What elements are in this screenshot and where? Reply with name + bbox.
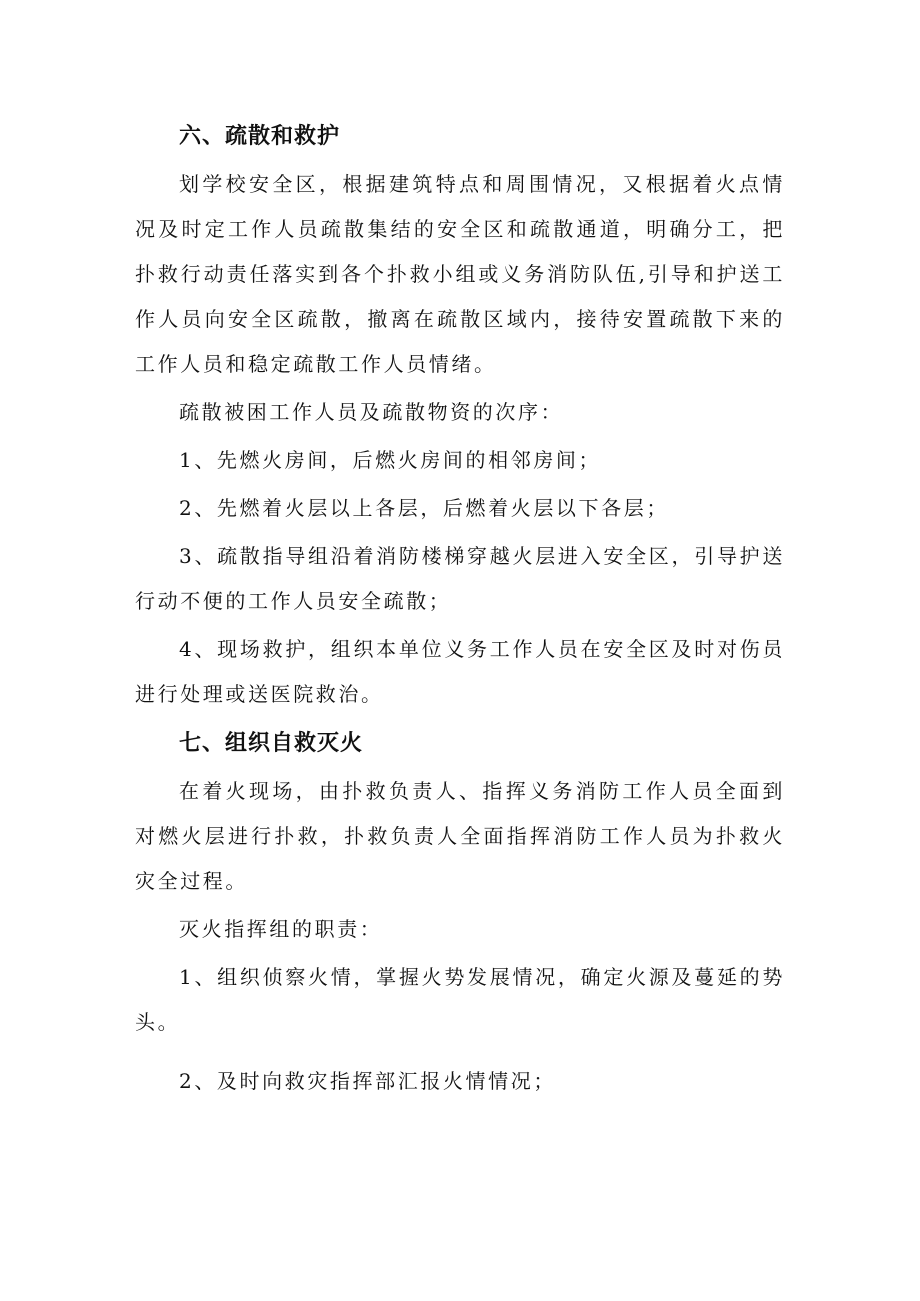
section-6-paragraph-2: 疏散被困工作人员及疏散物资的次序： bbox=[179, 400, 564, 424]
section-7-list-item-2: 2、及时向救灾指挥部汇报火情情况； bbox=[179, 1069, 556, 1093]
section-7-paragraph-2: 灭火指挥组的职责： bbox=[179, 917, 383, 941]
section-7-paragraph-1: 在着火现场，由扑救负责人、指挥义务消防工作人员全面到对燃火层进行扑救，扑救负责人全面指挥消防工作人员为扑救火灾全过程。 bbox=[135, 779, 785, 893]
section-6-list-item-2: 2、先燃着火层以上各层，后燃着火层以下各层； bbox=[179, 496, 669, 520]
section-6-list-item-3: 3、疏散指导组沿着消防楼梯穿越火层进入安全区，引导护送行动不便的工作人员安全疏散； bbox=[135, 544, 785, 613]
section-6-paragraph-1: 划学校安全区，根据建筑特点和周围情况，又根据着火点情况及时定工作人员疏散集结的安全区和疏散通道，明确分工，把扑救行动责任落实到各个扑救小组或义务消防队伍,引导和护送工作人员向安全区疏散，撤离在疏散区域内，接待安置疏散下来的工作人员和稳定疏散工作人员情绪。 bbox=[135, 172, 785, 376]
section-7-list-item-1: 1、组织侦察火情，掌握火势发展情况，确定火源及蔓延的势头。 bbox=[135, 965, 785, 1034]
section-6-list-item-1: 1、先燃火房间，后燃火房间的相邻房间； bbox=[179, 448, 602, 472]
section-7-heading: 七、组织自救灭火 bbox=[179, 731, 364, 756]
document-body bbox=[135, 118, 785, 1104]
section-6-list-item-4: 4、现场救护，组织本单位义务工作人员在安全区及时对伤员进行处理或送医院救治。 bbox=[135, 637, 785, 706]
section-6-heading: 六、疏散和救护 bbox=[179, 124, 341, 149]
